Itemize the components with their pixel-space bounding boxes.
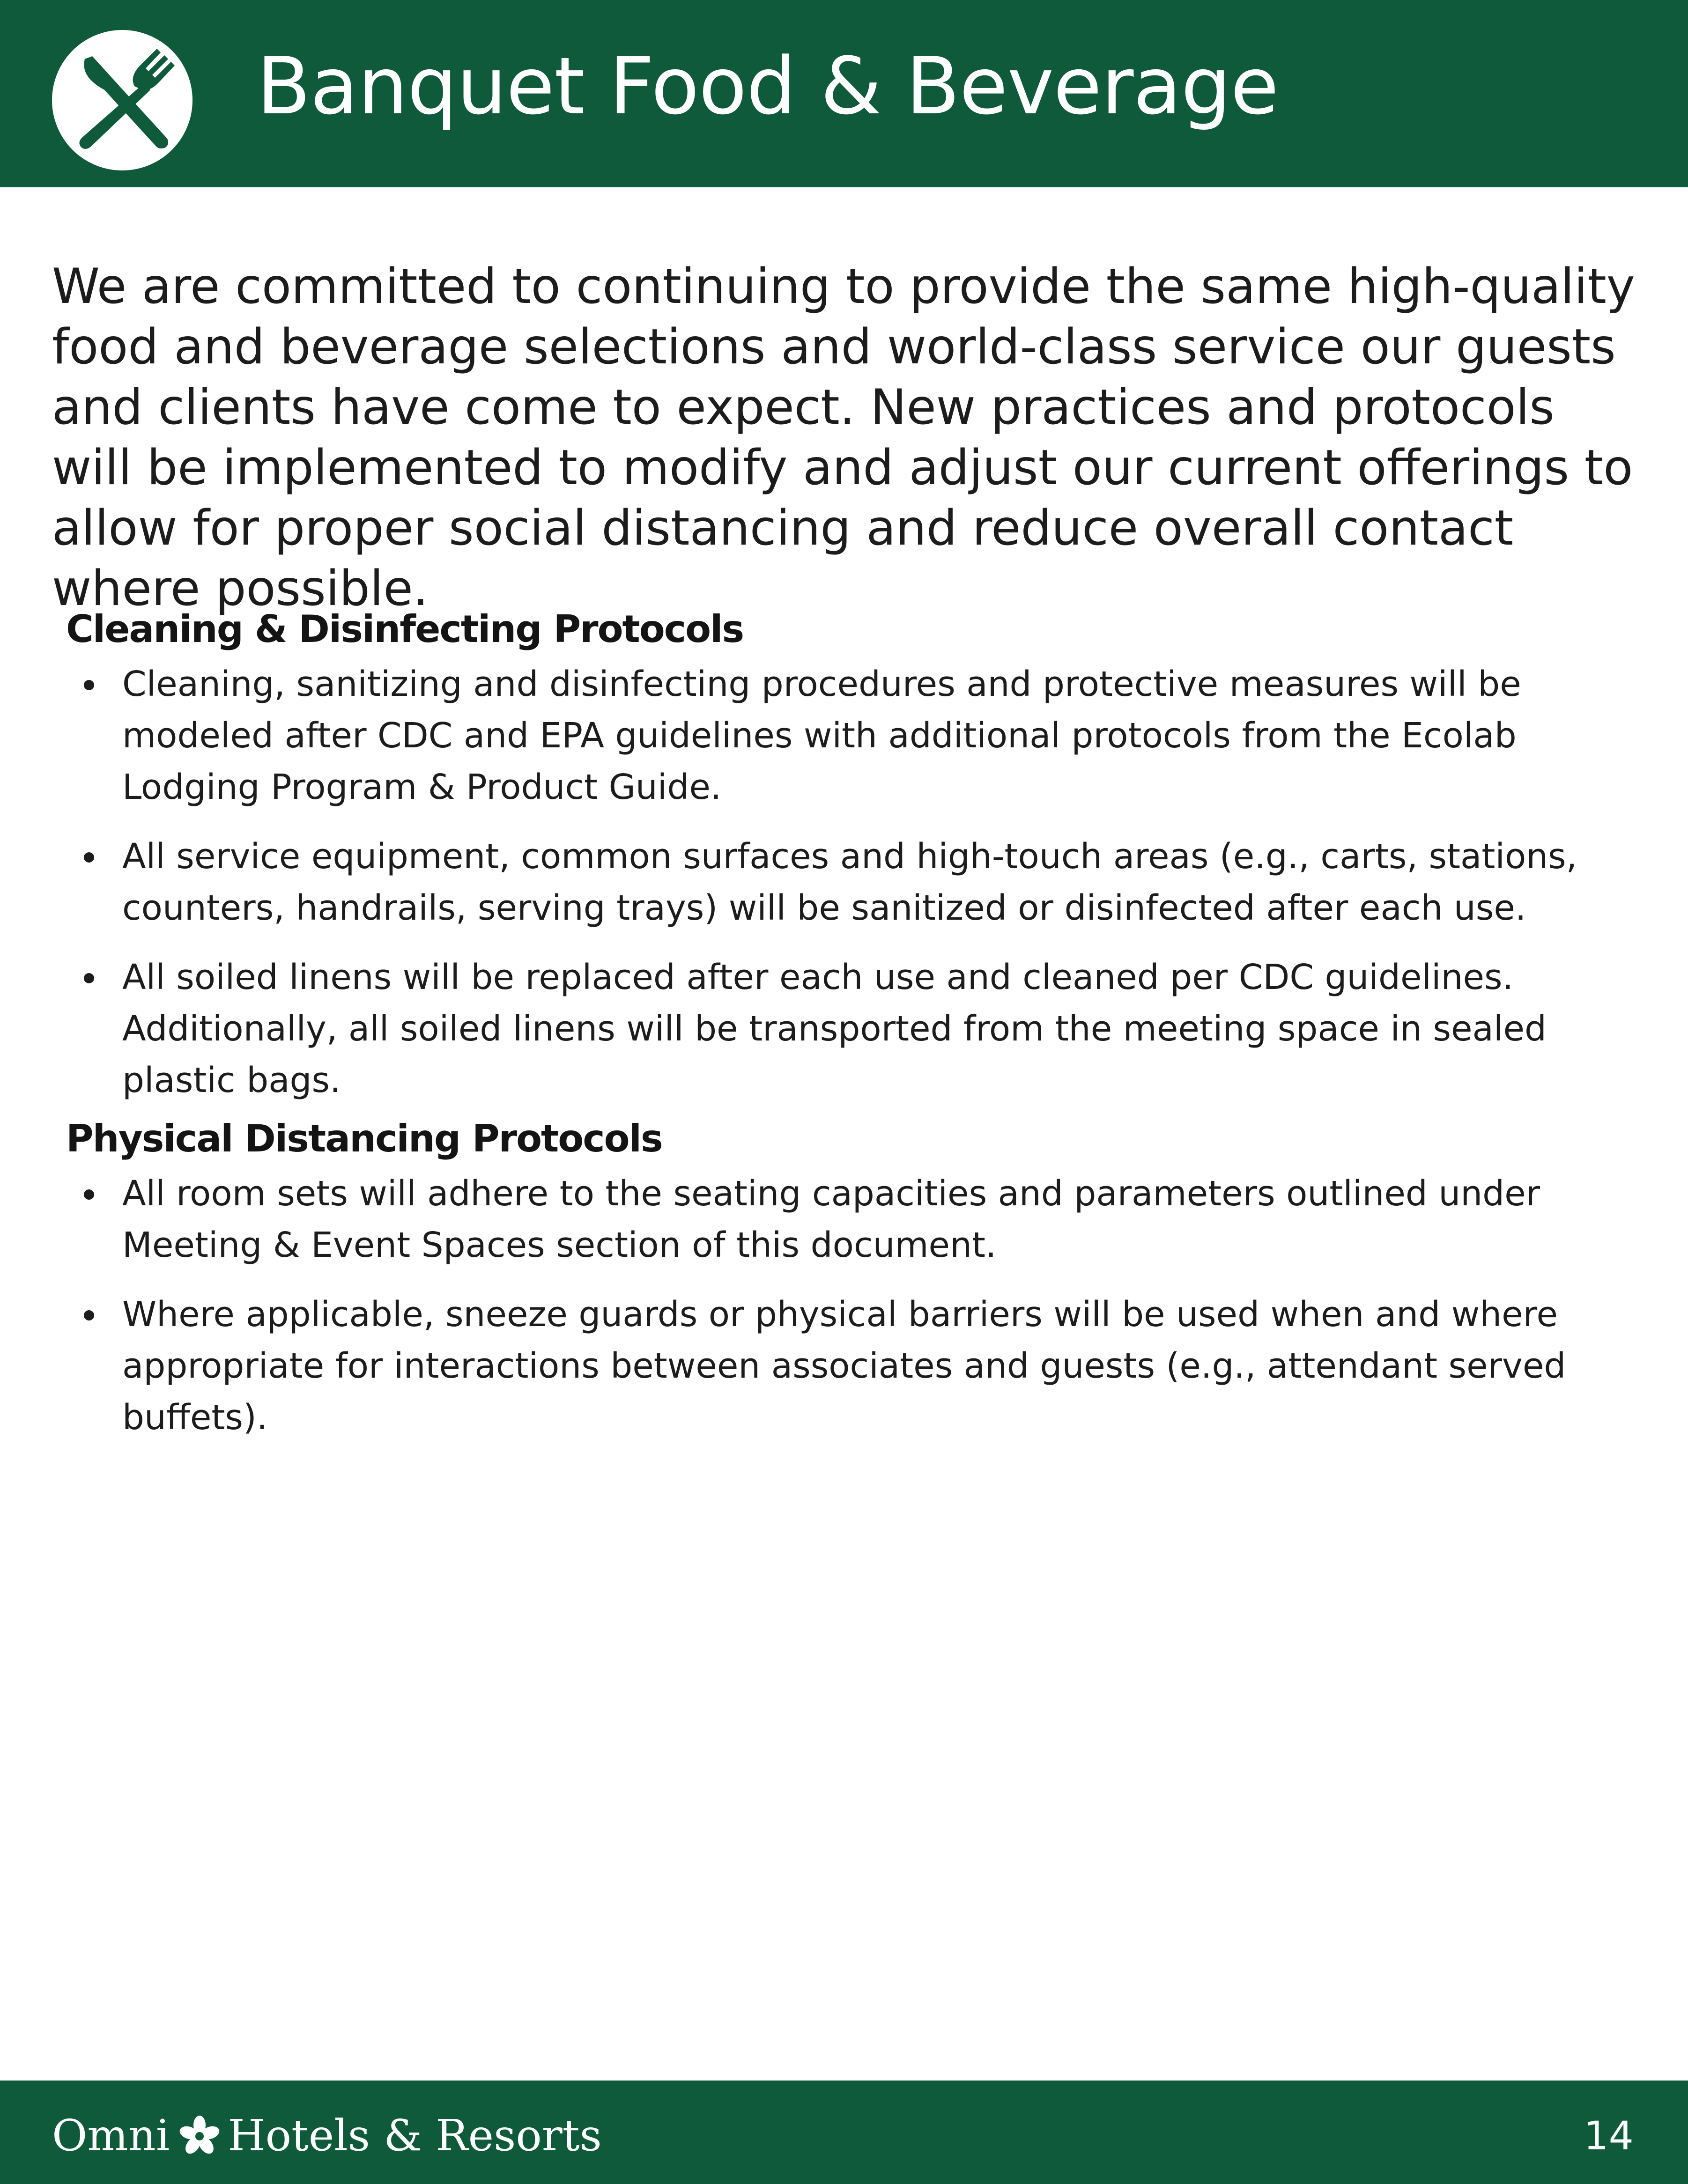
logo-text-omni: Omni	[52, 2110, 170, 2161]
logo-text-hotels-resorts: Hotels & Resorts	[228, 2110, 602, 2161]
page-number: 14	[1584, 2113, 1634, 2159]
bullet-dot-icon	[84, 973, 94, 983]
bullet-dot-icon	[84, 852, 94, 863]
section-heading: Cleaning & Disinfecting Protocols	[66, 607, 744, 651]
fork-knife-icon	[52, 30, 192, 170]
list-item-text: All service equipment, common surfaces and high-touch areas (e.g., carts, stations, counters, handrails, serving trays) will be sanitized or disinfected after each use.	[122, 836, 1577, 928]
list-item-text: Cleaning, sanitizing and disinfecting procedures and protective measures will be modeled after CDC and EPA guidelines with additional protocols from the Ecolab Lodging Program & Product Guide.	[122, 664, 1521, 807]
list-item-text: Where applicable, sneeze guards or physical barriers will be used when and where appropriate for interactions between associates and guests (e.g., attendant served buffets).	[122, 1294, 1566, 1438]
list-item	[66, 1168, 1626, 1271]
intro-paragraph: We are committed to continuing to provide the same high-quality food and beverage selections and world-class service our guests and clients have come to expect. New practices and protocols will be implemented to modify and adjust our current offerings to allow for proper social distancing and reduce overall contact where possible.	[52, 258, 1635, 617]
header-bar	[0, 0, 1688, 187]
bullet-list	[66, 1168, 1626, 1443]
omni-logo	[52, 2110, 602, 2161]
section-cleaning-protocols	[66, 606, 1626, 1124]
list-item	[66, 952, 1626, 1106]
footer-bar	[0, 2081, 1688, 2184]
list-item	[66, 658, 1626, 813]
list-item-text: All soiled linens will be replaced after each use and cleaned per CDC guidelines. Additionally, all soiled linens will be transported from the meeting space in sealed plastic bags.	[122, 957, 1547, 1100]
bullet-dot-icon	[84, 1189, 94, 1200]
bullet-list	[66, 658, 1626, 1106]
bullet-dot-icon	[84, 680, 94, 690]
list-item	[66, 831, 1626, 934]
list-item-text: All room sets will adhere to the seating capacities and parameters outlined under Meeting & Event Spaces section of this document.	[122, 1173, 1540, 1265]
bullet-dot-icon	[84, 1310, 94, 1321]
section-heading: Physical Distancing Protocols	[66, 1117, 662, 1160]
list-item	[66, 1289, 1626, 1443]
omni-flower-logo-icon	[176, 2112, 223, 2159]
page-title: Banquet Food & Beverage	[257, 40, 1279, 132]
section-physical-distancing	[66, 1115, 1626, 1461]
